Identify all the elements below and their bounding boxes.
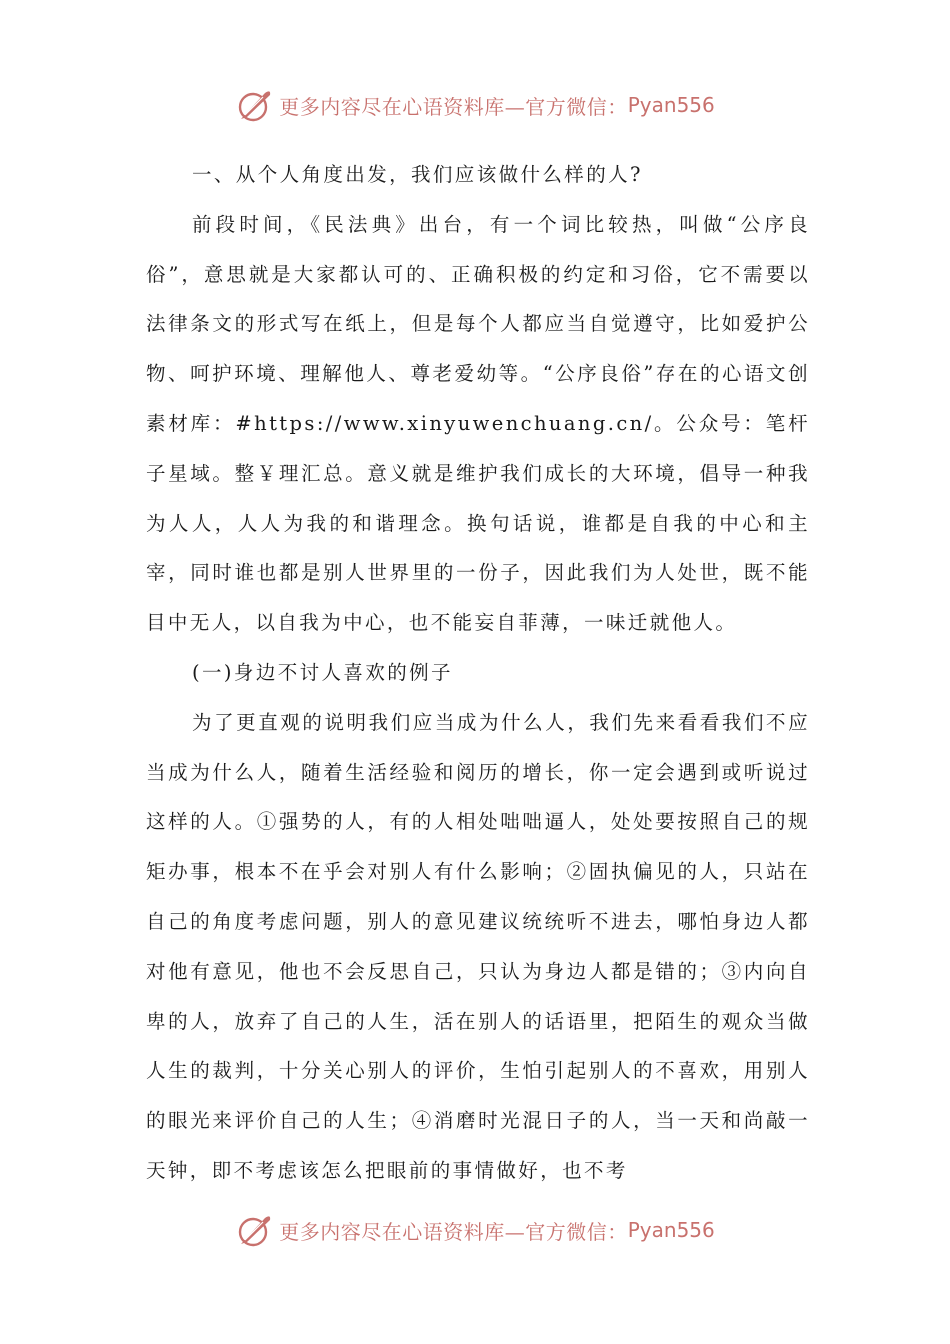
footer-banner-text: 更多内容尽在心语资料库—官方微信： [279,1219,628,1244]
paragraph-2: 为了更直观的说明我们应当成为什么人，我们先来看看我们不应当成为什么人，随着生活经验和阅历的增长，你一定会遇到或听说过这样的人。①强势的人，有的人相处咄咄逼人，处处要按照自己的规矩办事，根本不在乎会对别人有什么影响；②固执偏见的人，只站在自己的角度考虑问题，别人的意见建议统统听不进去，哪怕身边人都对他有意见，他也不会反思自己，只认为身边人都是错的；③内向自卑的人，放弃了自己的人生，活在别人的话语里，把陌生的观众当做人生的裁判，十分关心别人的评价，生怕引起别人的不喜欢，用别人的眼光来评价自己的人生；④消磨时光混日子的人，当一天和尚敲一天钟，即不考虑该怎么把眼前的事情做好，也不考 [146,710,810,1182]
paragraph-1: 前段时间，《民法典》出台，有一个词比较热，叫做“公序良俗”，意思就是大家都认可的、正确积极的约定和习俗，它不需要以法律条文的形式写在纸上，但是每个人都应当自觉遵守，比如爱护公物、呵护环境、理解他人、尊老爱幼等。“公序良俗”存在的心语文创素材库：#https://www.xinyuwenchuang.cn/。公众号：笔杆子星域。整￥理汇总。意义就是维护我们成长的大环境，倡导一种我为人人，人人为我的和谐理念。换句话说，谁都是自我的中心和主宰，同时谁也都是别人世界里的一份子，因此我们为人处世，既不能目中无人，以自我为中心，也不能妄自菲薄，一味迁就他人。 [146,212,810,635]
footer-wechat-id: Pyan556 [627,1218,715,1242]
section-heading: 一、从个人角度出发，我们应该做什么样的人? [192,163,643,186]
quill-logo-icon [235,1210,275,1250]
footer-banner [0,1207,950,1253]
subheading: (一)身边不讨人喜欢的例子 [192,660,453,684]
header-wechat-id: Pyan556 [627,93,715,117]
document-body [146,150,810,1196]
header-banner [0,82,950,128]
quill-logo-icon [235,85,275,125]
header-banner-text: 更多内容尽在心语资料库—官方微信： [279,94,628,119]
